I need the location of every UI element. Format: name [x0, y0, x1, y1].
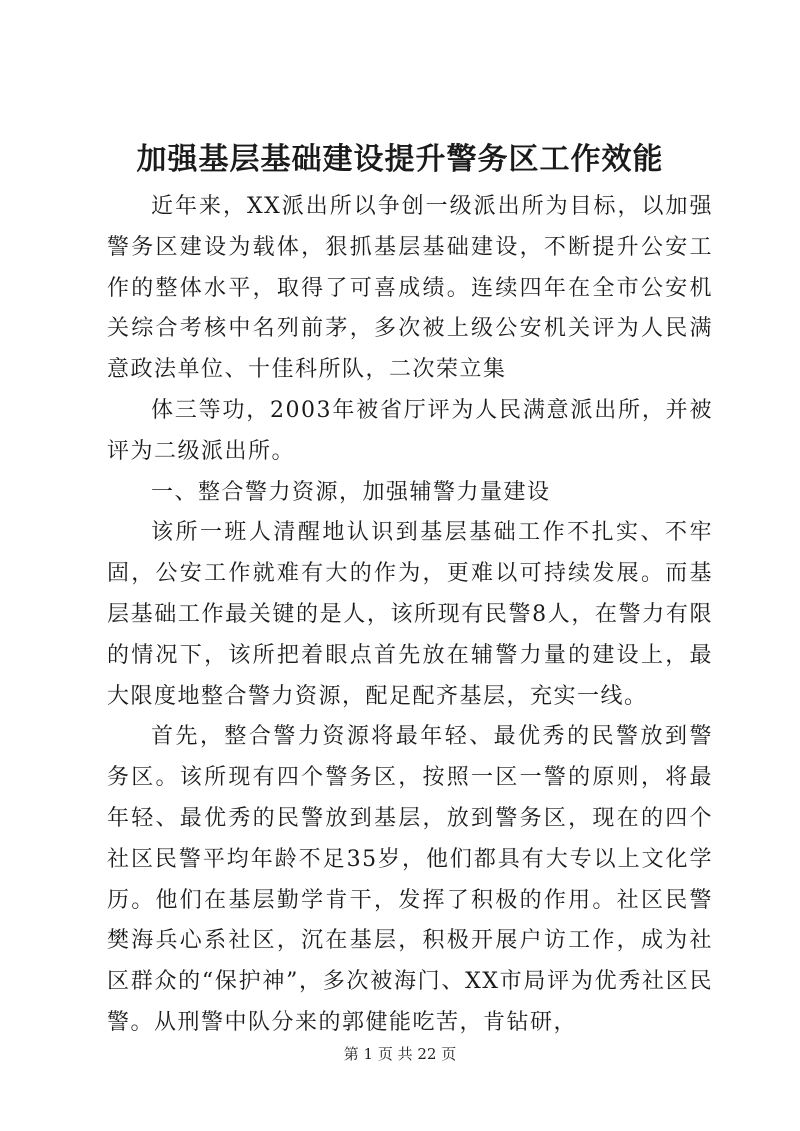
section-heading: 一、整合警力资源，加强辅警力量建设: [151, 479, 551, 505]
page-footer: 第 1 页 共 22 页: [343, 1045, 457, 1063]
paragraph: 该所一班人清醒地认识到基层基础工作不扎实、不牢固，公安工作就难有大的作为，更难以可持续发展。而基层基础工作最关键的是人，该所现有民警8人，在警力有限的情况下，该所把着眼点首先放在辅警力量的建设上，最大限度地整合警力资源，配足配齐基层，充实一线。: [107, 520, 713, 709]
document-title: 加强基层基础建设提升警务区工作效能: [136, 142, 664, 177]
document-body: [107, 187, 713, 1044]
paragraph: 近年来，XX派出所以争创一级派出所为目标，以加强警务区建设为载体，狠抓基层基础建设，不断提升公安工作的整体水平，取得了可喜成绩。连续四年在全市公安机关综合考核中名列前茅，多次被上级公安机关评为人民满意政法单位、十佳科所队，二次荣立集: [107, 194, 713, 383]
paragraph: 首先，整合警力资源将最年轻、最优秀的民警放到警务区。该所现有四个警务区，按照一区一警的原则，将最年轻、最优秀的民警放到基层，放到警务区，现在的四个社区民警平均年龄不足35岁，他们都具有大专以上文化学历。他们在基层勤学肯干，发挥了积极的作用。社区民警樊海兵心系社区，沉在基层，积极开展户访工作，成为社区群众的“保护神”，多次被海门、XX市局评为优秀社区民警。从刑警中队分来的郭健能吃苦，肯钻研，: [107, 724, 713, 1035]
paragraph: 体三等功，2003年被省厅评为人民满意派出所，并被评为二级派出所。: [107, 397, 713, 464]
